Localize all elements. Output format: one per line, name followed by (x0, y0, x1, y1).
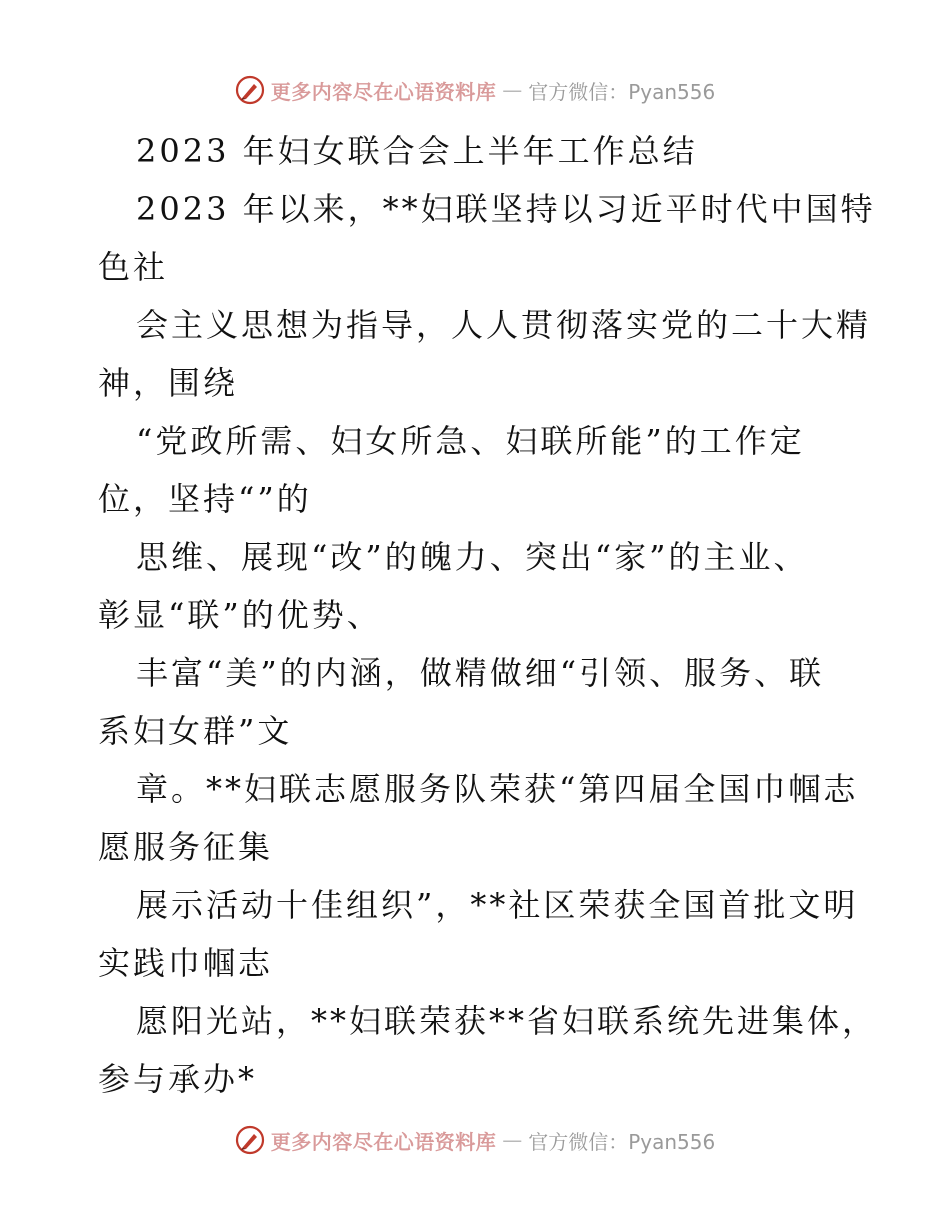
text-line: 展示活动十佳组织”，**社区荣获全国首批文明 (136, 886, 859, 924)
text-line: 思维、展现“改”的魄力、突出“家”的主业、 (136, 538, 809, 576)
header-watermark (0, 72, 950, 108)
text-line: “党政所需、妇女所急、妇联所能”的工作定 (136, 422, 805, 460)
text-line: 2023 年以来，**妇联坚持以习近平时代中国特 (136, 190, 876, 228)
text-line: 系妇女群”文 (98, 712, 293, 750)
text-line: 彰显“联”的优势、 (98, 596, 382, 634)
footer-watermark (0, 1122, 950, 1158)
pen-logo-icon (235, 1125, 265, 1155)
text-line: 实践巾帼志 (98, 944, 274, 982)
text-line: 色社 (98, 248, 169, 286)
watermark-dash: — (502, 1128, 523, 1152)
watermark-wechat-text: 官方微信：Pyan556 (528, 79, 716, 104)
pen-logo-icon (235, 75, 265, 105)
text-line: 参与承办* (98, 1060, 258, 1098)
text-line: 愿服务征集 (98, 828, 274, 866)
watermark-wechat-text: 官方微信：Pyan556 (528, 1129, 716, 1154)
document-title: 2023 年妇女联合会上半年工作总结 (136, 132, 698, 170)
text-line: 丰富“美”的内涵，做精做细“引领、服务、联 (136, 654, 825, 692)
document-body (98, 122, 878, 1108)
text-line: 位，坚持“”的 (98, 480, 312, 518)
text-line: 会主义思想为指导，人人贯彻落实党的二十大精 (136, 306, 872, 344)
text-line: 章。**妇联志愿服务队荣获“第四届全国巾帼志 (136, 770, 859, 808)
watermark-site-text: 更多内容尽在心语资料库 (270, 79, 497, 104)
text-line: 愿阳光站，**妇联荣获**省妇联系统先进集体， (136, 1002, 878, 1040)
text-line: 神，围绕 (98, 364, 239, 402)
watermark-dash: — (502, 78, 523, 102)
watermark-site-text: 更多内容尽在心语资料库 (270, 1129, 497, 1154)
